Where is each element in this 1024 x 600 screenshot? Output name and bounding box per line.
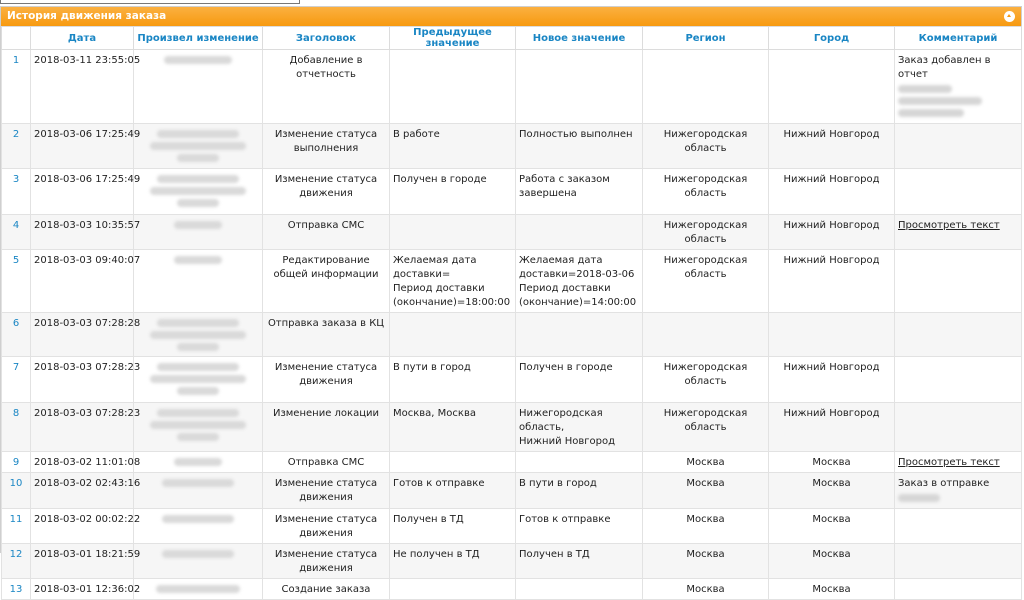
row-region — [643, 313, 769, 357]
col-header-city: Город — [769, 27, 895, 50]
row-date: 2018-03-03 07:28:28 — [31, 313, 134, 357]
row-comment — [895, 544, 1022, 579]
row-new-value: Полностью выполнен — [516, 124, 643, 169]
row-city: Нижний Новгород — [769, 250, 895, 313]
row-date: 2018-03-01 12:36:02 — [31, 579, 134, 600]
row-comment — [895, 124, 1022, 169]
row-author-redacted — [134, 544, 263, 579]
row-author-redacted — [134, 215, 263, 250]
row-city — [769, 313, 895, 357]
row-date: 2018-03-11 23:55:05 — [31, 50, 134, 124]
row-comment — [895, 403, 1022, 452]
table-row — [2, 50, 1022, 124]
row-new-value: Получен в ТД — [516, 544, 643, 579]
row-new-value: Желаемая дата доставки=2018-03-06 Период доставки (окончание)=14:00:00 — [516, 250, 643, 313]
col-header-num — [2, 27, 31, 50]
row-number: 6 — [2, 313, 31, 357]
row-date: 2018-03-06 17:25:49 — [31, 124, 134, 169]
row-prev-value: Получен в городе — [390, 169, 516, 215]
row-new-value: Нижегородская область, Нижний Новгород — [516, 403, 643, 452]
row-city: Москва — [769, 452, 895, 473]
row-title: Добавление в отчетность — [263, 50, 390, 124]
table-row — [2, 250, 1022, 313]
row-date: 2018-03-03 10:35:57 — [31, 215, 134, 250]
comment-redacted — [898, 494, 940, 502]
row-prev-value — [390, 579, 516, 600]
row-prev-value — [390, 215, 516, 250]
row-new-value: В пути в город — [516, 473, 643, 509]
row-number: 9 — [2, 452, 31, 473]
row-number: 4 — [2, 215, 31, 250]
row-prev-value: Не получен в ТД — [390, 544, 516, 579]
row-prev-value — [390, 50, 516, 124]
row-author-redacted — [134, 124, 263, 169]
view-text-link[interactable]: Просмотреть текст — [898, 457, 1000, 468]
col-header-title: Заголовок — [263, 27, 390, 50]
row-title: Изменение статуса движения — [263, 169, 390, 215]
row-new-value: Готов к отправке — [516, 509, 643, 544]
row-city: Нижний Новгород — [769, 124, 895, 169]
table-row — [2, 357, 1022, 403]
row-number: 7 — [2, 357, 31, 403]
row-region: Нижегородская область — [643, 357, 769, 403]
row-author-redacted — [134, 403, 263, 452]
col-header-region: Регион — [643, 27, 769, 50]
row-region — [643, 50, 769, 124]
row-new-value — [516, 452, 643, 473]
comment-redacted — [898, 85, 952, 93]
row-region: Москва — [643, 473, 769, 509]
table-row — [2, 579, 1022, 600]
row-prev-value — [390, 452, 516, 473]
row-city: Нижний Новгород — [769, 215, 895, 250]
row-author-redacted — [134, 357, 263, 403]
col-header-prev-value: Предыдущее значение — [390, 27, 516, 50]
row-region: Нижегородская область — [643, 403, 769, 452]
row-title: Редактирование общей информации — [263, 250, 390, 313]
row-title: Отправка заказа в КЦ — [263, 313, 390, 357]
row-city: Нижний Новгород — [769, 403, 895, 452]
table-row — [2, 169, 1022, 215]
row-author-redacted — [134, 579, 263, 600]
panel-title: История движения заказа — [7, 10, 167, 22]
table-row — [2, 544, 1022, 579]
comment-redacted — [898, 109, 964, 117]
row-title: Изменение статуса движения — [263, 357, 390, 403]
row-date: 2018-03-03 07:28:23 — [31, 403, 134, 452]
view-text-link[interactable]: Просмотреть текст — [898, 220, 1000, 231]
row-title: Отправка СМС — [263, 215, 390, 250]
row-region: Нижегородская область — [643, 250, 769, 313]
table-row — [2, 509, 1022, 544]
row-number: 1 — [2, 50, 31, 124]
row-prev-value: В пути в город — [390, 357, 516, 403]
table-row — [2, 215, 1022, 250]
row-prev-value — [390, 313, 516, 357]
row-new-value — [516, 313, 643, 357]
table-row — [2, 403, 1022, 452]
row-date: 2018-03-03 07:28:23 — [31, 357, 134, 403]
row-region: Москва — [643, 579, 769, 600]
table-row — [2, 473, 1022, 509]
row-author-redacted — [134, 313, 263, 357]
row-date: 2018-03-03 09:40:07 — [31, 250, 134, 313]
row-prev-value: Получен в ТД — [390, 509, 516, 544]
header-row — [2, 27, 1022, 50]
row-date: 2018-03-02 02:43:16 — [31, 473, 134, 509]
row-author-redacted — [134, 250, 263, 313]
row-number: 8 — [2, 403, 31, 452]
col-header-author: Произвел изменение — [134, 27, 263, 50]
row-city — [769, 50, 895, 124]
order-history-panel — [0, 6, 1022, 595]
row-comment — [895, 452, 1022, 473]
table-row — [2, 124, 1022, 169]
row-number: 5 — [2, 250, 31, 313]
row-prev-value: Москва, Москва — [390, 403, 516, 452]
row-comment — [895, 50, 1022, 124]
row-city: Москва — [769, 509, 895, 544]
row-date: 2018-03-02 11:01:08 — [31, 452, 134, 473]
row-title: Изменение статуса движения — [263, 544, 390, 579]
row-new-value — [516, 215, 643, 250]
history-table — [1, 26, 1022, 600]
row-title: Изменение статуса движения — [263, 509, 390, 544]
row-number: 3 — [2, 169, 31, 215]
row-date: 2018-03-01 18:21:59 — [31, 544, 134, 579]
top-input-box — [0, 0, 300, 4]
col-header-new-value: Новое значение — [516, 27, 643, 50]
row-comment-text: Заказ добавлен в отчет — [898, 55, 991, 80]
row-prev-value: Готов к отправке — [390, 473, 516, 509]
col-header-comment: Комментарий — [895, 27, 1022, 50]
row-number: 10 — [2, 473, 31, 509]
row-number: 12 — [2, 544, 31, 579]
row-comment — [895, 473, 1022, 509]
row-author-redacted — [134, 452, 263, 473]
row-author-redacted — [134, 50, 263, 124]
row-comment — [895, 313, 1022, 357]
collapse-up-icon[interactable] — [1004, 11, 1015, 22]
row-comment — [895, 509, 1022, 544]
row-comment — [895, 250, 1022, 313]
row-author-redacted — [134, 509, 263, 544]
row-region: Москва — [643, 509, 769, 544]
row-new-value — [516, 50, 643, 124]
panel-header — [1, 7, 1021, 26]
row-city: Нижний Новгород — [769, 357, 895, 403]
row-new-value: Получен в городе — [516, 357, 643, 403]
table-row — [2, 313, 1022, 357]
row-date: 2018-03-06 17:25:49 — [31, 169, 134, 215]
row-author-redacted — [134, 169, 263, 215]
row-title: Изменение статуса выполнения — [263, 124, 390, 169]
row-region: Москва — [643, 544, 769, 579]
row-comment — [895, 357, 1022, 403]
row-comment — [895, 579, 1022, 600]
row-number: 2 — [2, 124, 31, 169]
row-title: Отправка СМС — [263, 452, 390, 473]
row-new-value — [516, 579, 643, 600]
row-number: 11 — [2, 509, 31, 544]
row-region: Москва — [643, 452, 769, 473]
row-title: Изменение локации — [263, 403, 390, 452]
row-region: Нижегородская область — [643, 124, 769, 169]
row-comment — [895, 169, 1022, 215]
table-row — [2, 452, 1022, 473]
row-prev-value: Желаемая дата доставки= Период доставки (окончание)=18:00:00 — [390, 250, 516, 313]
row-number: 13 — [2, 579, 31, 600]
row-city: Москва — [769, 579, 895, 600]
row-comment — [895, 215, 1022, 250]
row-author-redacted — [134, 473, 263, 509]
row-date: 2018-03-02 00:02:22 — [31, 509, 134, 544]
row-prev-value: В работе — [390, 124, 516, 169]
row-new-value: Работа с заказом завершена — [516, 169, 643, 215]
row-city: Москва — [769, 473, 895, 509]
comment-redacted — [898, 97, 982, 105]
row-city: Нижний Новгород — [769, 169, 895, 215]
row-region: Нижегородская область — [643, 169, 769, 215]
row-title: Изменение статуса движения — [263, 473, 390, 509]
row-city: Москва — [769, 544, 895, 579]
row-title: Создание заказа — [263, 579, 390, 600]
row-comment-text: Заказ в отправке — [898, 478, 990, 489]
row-region: Нижегородская область — [643, 215, 769, 250]
col-header-date: Дата — [31, 27, 134, 50]
